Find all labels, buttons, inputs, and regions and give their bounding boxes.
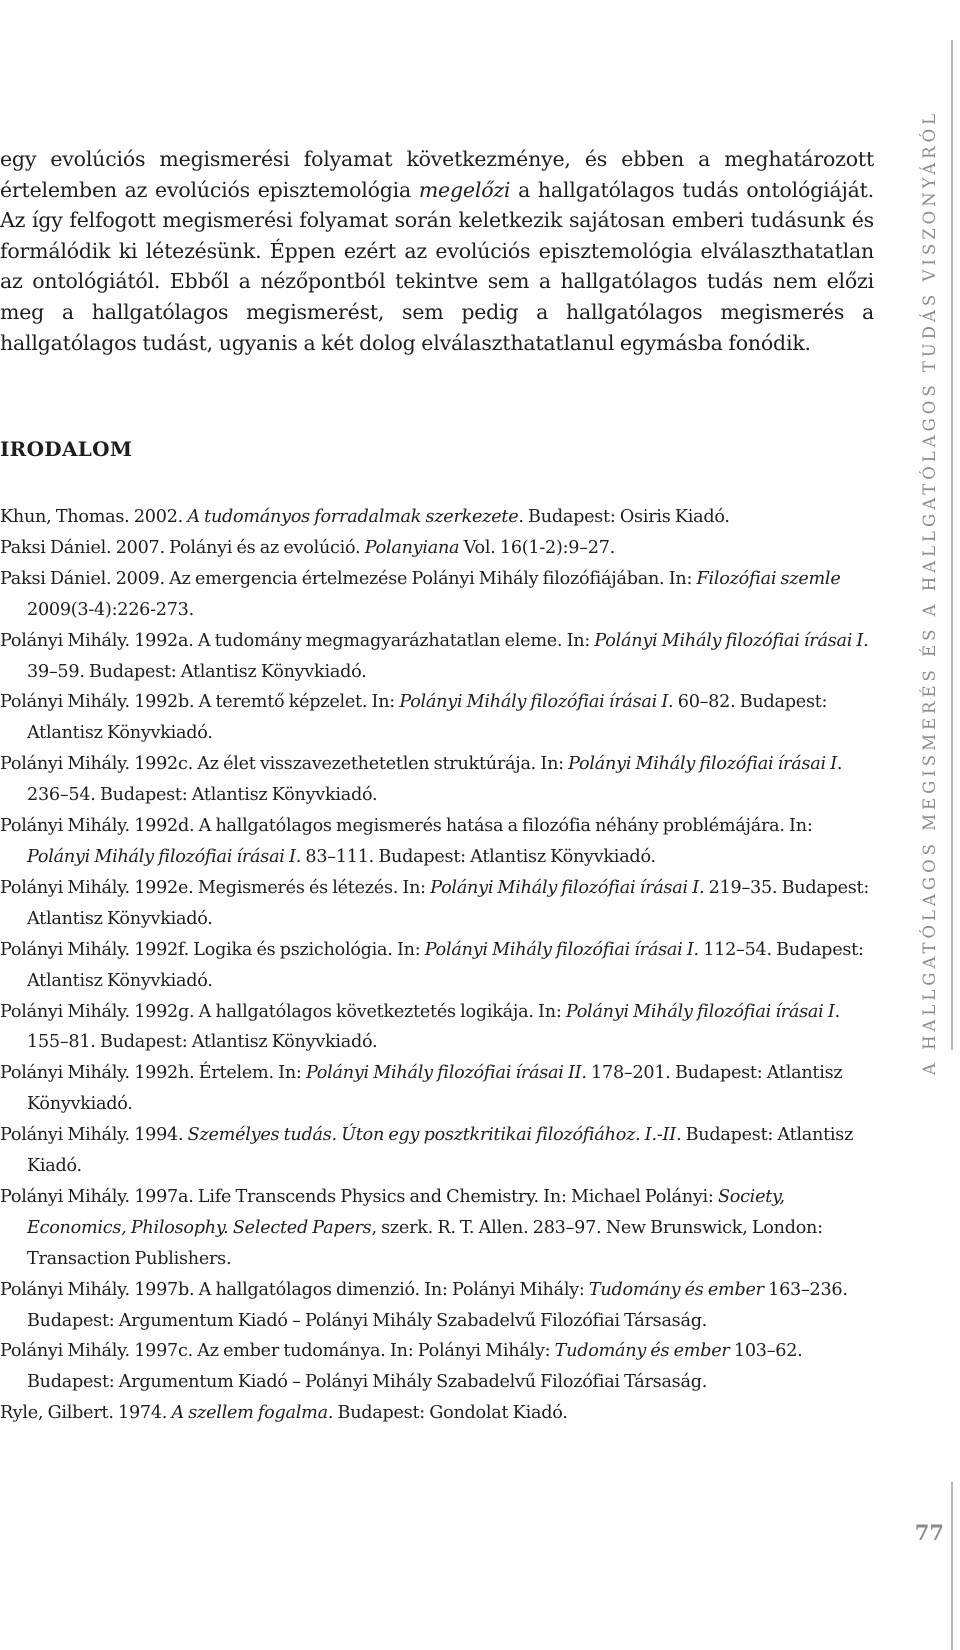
italic-title: megelőzi (418, 177, 511, 202)
reference-item: Polányi Mihály. 1992c. Az élet visszavezethetetlen struktúrája. In: Polányi Mihály filozófiai írásai I. 236–54. Budapest: Atlantisz Könyvkiadó. (0, 754, 843, 806)
reference-item: Polányi Mihály. 1992f. Logika és pszichológia. In: Polányi Mihály filozófiai írásai I. 112–54. Budapest: Atlantisz Könyvkiadó. (0, 939, 864, 991)
italic-title: A szellem fogalma (171, 1403, 328, 1424)
reference-item: Paksi Dániel. 2007. Polányi és az evolúció. Polanyiana Vol. 16(1-2):9–27. (0, 537, 615, 558)
reference-item: Polányi Mihály. 1997c. Az ember tudománya. In: Polányi Mihály: Tudomány és ember 103–62. Budapest: Argumentum Kiadó – Polányi Mihály Szabadelvű Filozófiai Társaság. (0, 1341, 803, 1393)
section-heading: IRODALOM (0, 437, 133, 461)
italic-title: Filozófiai szemle (696, 568, 841, 589)
running-head-text: A HALLGATÓLAGOS MEGISMERÉS ÉS A HALLGATÓLAGOS TUDÁS VISZONYÁRÓL (920, 109, 940, 1075)
reference-item: Khun, Thomas. 2002. A tudományos forradalmak szerkezete. Budapest: Osiris Kiadó. (0, 507, 730, 527)
body-text (0, 144, 874, 358)
italic-title: Tudomány és ember (554, 1341, 730, 1362)
reference-item: Polányi Mihály. 1994. Személyes tudás. Úton egy posztkritikai filozófiához. I.-II. Budapest: Atlantisz Kiadó. (0, 1125, 854, 1177)
reference-item: Polányi Mihály. 1992a. A tudomány megmagyarázhatatlan eleme. In: Polányi Mihály filozófiai írásai I. 39–59. Budapest: Atlantisz Könyvkiadó. (0, 630, 869, 682)
reference-item: Polányi Mihály. 1992d. A hallgatólagos megismerés hatása a filozófia néhány problémájára. In: Polányi Mihály filozófiai írásai I. 83–111. Budapest: Atlantisz Könyvkiadó. (0, 816, 813, 867)
italic-title: Polányi Mihály filozófiai írásai I. (430, 877, 705, 898)
reference-item: Polányi Mihály. 1997b. A hallgatólagos dimenzió. In: Polányi Mihály: Tudomány és ember 163–236. Budapest: Argumentum Kiadó – Polányi Mihály Szabadelvű Filozófiai Társaság. (0, 1279, 848, 1331)
reference-item: Ryle, Gilbert. 1974. A szellem fogalma. Budapest: Gondolat Kiadó. (0, 1403, 568, 1424)
body-paragraph: egy evolúciós megismerési folyamat következménye, és ebben a meghatározott értelemben az evolúciós episztemológia megelőzi a hallgatólagos tudás ontológiáját. Az így felfogott megismerési folyamat során keletkezik sajátosan emberi tudásunk és formálódik ki létezésünk. Éppen ezért az evolúciós episztemológia elválaszthatatlan az ontológiától. Ebből a nézőpontból tekintve sem a hallgatólagos tudás nem előzi meg a hallgatólagos megismerést, sem pedig a hallgatólagos megismerés a hallgatólagos tudást, ugyanis a két dolog elválaszthatatlanul egymásba fonódik. (0, 147, 874, 355)
page-number: 77 (914, 1520, 944, 1545)
italic-title: Polányi Mihály filozófiai írásai I. (424, 939, 699, 960)
italic-title: Polányi Mihály filozófiai írásai II. (305, 1063, 587, 1084)
italic-title: A tudományos forradalmak szerkezete (187, 507, 519, 527)
reference-item: Polányi Mihály. 1992b. A teremtő képzelet. In: Polányi Mihály filozófiai írásai I. 60–82. Budapest: Atlantisz Könyvkiadó. (0, 692, 828, 744)
italic-title: Polányi Mihály filozófiai írásai I (568, 754, 837, 775)
italic-title: Tudomány és ember (588, 1279, 764, 1300)
reference-item: Polányi Mihály. 1997a. Life Transcends Physics and Chemistry. In: Michael Polányi: Society, Economics, Philosophy. Selected Papers, szerk. R. T. Allen. 283–97. New Brunswick, London: Transaction Publishers. (0, 1186, 823, 1269)
italic-title: Society, Economics, Philosophy. Selected Papers (27, 1186, 785, 1238)
italic-title: Személyes tudás. Úton egy posztkritikai filozófiához. I.-II. (187, 1125, 682, 1146)
italic-title: Polányi Mihály filozófiai írásai I (594, 630, 864, 651)
reference-item: Polányi Mihály. 1992h. Értelem. In: Polányi Mihály filozófiai írásai II. 178–201. Budapest: Atlantisz Könyvkiadó. (0, 1063, 843, 1115)
margin-rule-top (951, 40, 953, 1050)
running-head (913, 109, 947, 1075)
italic-title: Polányi Mihály filozófiai írásai I. (27, 846, 302, 867)
italic-title: Polányi Mihály filozófiai írásai I (565, 1001, 835, 1022)
italic-title: Polanyiana (364, 537, 460, 558)
italic-title: Polányi Mihály filozófiai írásai I. (399, 692, 674, 713)
margin-rule-bottom (951, 1482, 953, 1650)
reference-item: Polányi Mihály. 1992g. A hallgatólagos következtetés logikája. In: Polányi Mihály filozófiai írásai I. 155–81. Budapest: Atlantisz Könyvkiadó. (0, 1001, 840, 1053)
reference-list (0, 502, 874, 1429)
reference-item: Paksi Dániel. 2009. Az emergencia értelmezése Polányi Mihály filozófiájában. In: Filozófiai szemle 2009(3-4):226-273. (0, 568, 841, 620)
reference-item: Polányi Mihály. 1992e. Megismerés és létezés. In: Polányi Mihály filozófiai írásai I. 219–35. Budapest: Atlantisz Könyvkiadó. (0, 877, 870, 929)
